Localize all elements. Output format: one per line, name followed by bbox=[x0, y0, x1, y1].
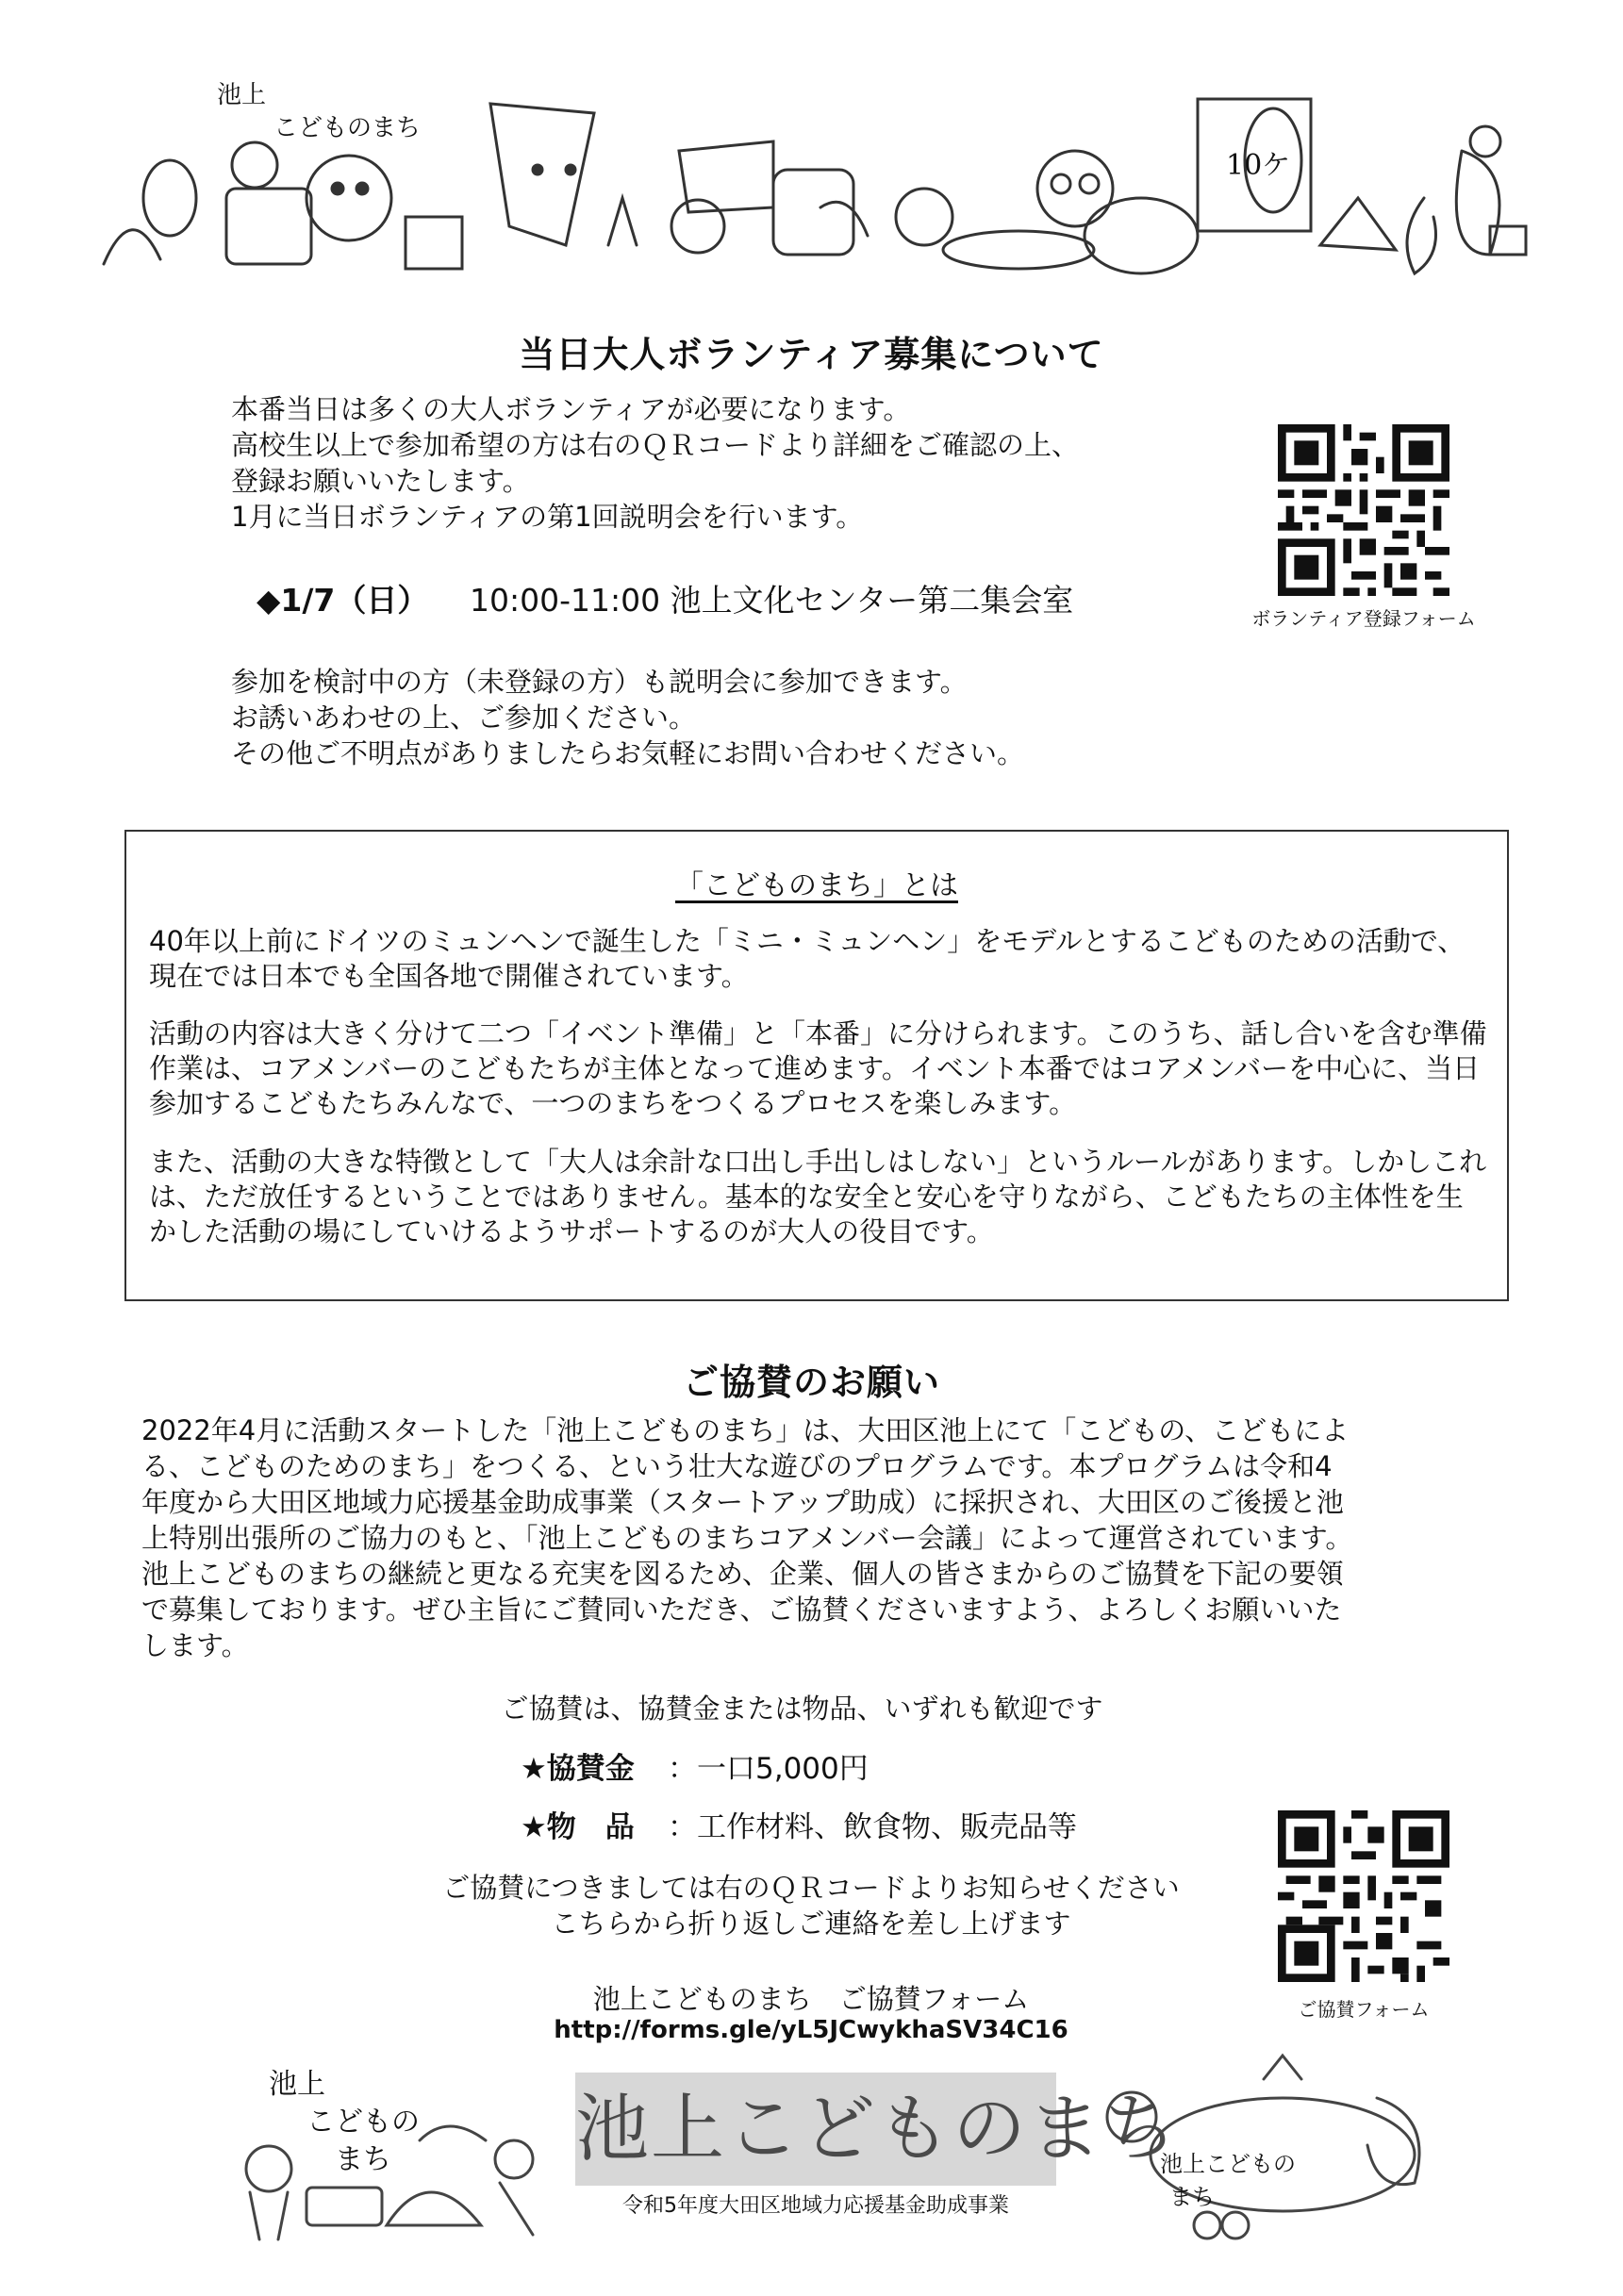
about-paragraph-2: 活動の内容は大きく分けて二つ「イベント準備」と「本番」に分けられます。このうち、話し合いを含む準備作業は、コアメンバーのこどもたちが主体となって進めます。イベント本番ではコアメンバーを中心に、当日参加するこどもたちみんなで、一つのまちをつくるプロセスを楽しみます。 bbox=[149, 1017, 1487, 1119]
sponsor-line-2: る、こどものためのまち」をつくる、という壮大な遊びのプログラムです。本プログラムは令和4 bbox=[141, 1450, 1333, 1482]
volunteer-line-2: 高校生以上で参加希望の方は右のＱＲコードより詳細をご確認の上、 bbox=[231, 429, 1080, 461]
about-paragraph-3: また、活動の大きな特徴として「大人は余計な口出し手出しはしない」というルールがあります。しかしこれは、ただ放任するということではありません。基本的な安全と安心を守りながら、こどもたちの主体性を生かした活動の場にしていけるようサポートするのが大人の役目です。 bbox=[149, 1146, 1487, 1247]
sponsor-form-url[interactable]: http://forms.gle/yL5JCwykhaSV34C16 bbox=[554, 2016, 1068, 2044]
about-paragraph-1: 40年以上前にドイツのミュンヘンで誕生した「ミニ・ミュンヘン」をモデルとするこどものための活動で、現在では日本でも全国各地で開催されています。 bbox=[149, 925, 1466, 992]
sponsor-line-1: 2022年4月に活動スタートした「池上こどものまち」は、大田区池上にて「こどもの、こどもによ bbox=[141, 1414, 1350, 1446]
sponsor-line-7: します。 bbox=[141, 1629, 249, 1661]
sponsor-welcome: ご協賛は、協賛金または物品、いずれも歓迎です bbox=[501, 1693, 1103, 1725]
sponsor-line-5: 池上こどものまちの継続と更なる充実を図るため、企業、個人の皆さまからのご協賛を下記の要領 bbox=[141, 1558, 1344, 1590]
sponsor-item1-label: ★協賛金 bbox=[521, 1752, 635, 1786]
volunteer-title: 当日大人ボランティア募集について bbox=[519, 334, 1104, 375]
footer-right-hand-2: まち bbox=[1169, 2184, 1215, 2210]
banner-doodle-text: 10ケ bbox=[1226, 149, 1291, 182]
footer-left-hand-3: まち bbox=[335, 2143, 391, 2176]
sponsor-line-3: 年度から大田区地域力応援基金助成事業（スタートアップ助成）に採択され、大田区のご後援と池 bbox=[141, 1486, 1344, 1518]
sponsor-qr-note-1: ご協賛につきましては右のＱＲコードよりお知らせください bbox=[442, 1872, 1180, 1904]
footer-right-illustration bbox=[1094, 2041, 1452, 2249]
footer-logo-text: 池上こどものまち bbox=[575, 2087, 1180, 2172]
volunteer-line-1: 本番当日は多くの大人ボランティアが必要になります。 bbox=[231, 393, 911, 425]
volunteer-after-line-3: その他ご不明点がありましたらお気軽にお問い合わせください。 bbox=[231, 737, 1025, 769]
volunteer-qr-caption: ボランティア登録フォーム bbox=[1251, 607, 1476, 630]
sponsor-title: ご協賛のお願い bbox=[682, 1362, 940, 1403]
sponsor-item2-value: ：工作材料、飲食物、販売品等 bbox=[668, 1810, 1077, 1844]
volunteer-qr-code[interactable] bbox=[1278, 424, 1449, 596]
footer-left-illustration bbox=[231, 2056, 561, 2244]
sponsor-item1-value: ：一口5,000円 bbox=[668, 1752, 869, 1786]
volunteer-after-line-1: 参加を検討中の方（未登録の方）も説明会に参加できます。 bbox=[231, 666, 968, 698]
volunteer-after-line-2: お誘いあわせの上、ご参加ください。 bbox=[231, 702, 697, 734]
sponsor-qr-code[interactable] bbox=[1278, 1810, 1449, 1982]
footer-subsidy: 令和5年度大田区地域力応援基金助成事業 bbox=[622, 2194, 1009, 2218]
footer-right-hand-1: 池上こどもの bbox=[1160, 2151, 1296, 2177]
banner-doodles bbox=[94, 57, 1528, 292]
sponsor-qr-note-2: こちらから折り返しご連絡を差し上げます bbox=[551, 1908, 1071, 1940]
footer-left-hand-2: こどもの bbox=[306, 2106, 420, 2139]
about-box bbox=[124, 830, 1509, 1301]
event-detail: 10:00-11:00 池上文化センター第二集会室 bbox=[470, 582, 1074, 619]
sponsor-item2-label: ★物 品 bbox=[521, 1810, 635, 1844]
banner-hand-title-1: 池上 bbox=[217, 81, 267, 109]
volunteer-line-4: 1月に当日ボランティアの第1回説明会を行います。 bbox=[231, 501, 864, 533]
qr-icon bbox=[1278, 1810, 1449, 1982]
sponsor-qr-caption: ご協賛フォーム bbox=[1298, 1998, 1430, 2021]
sponsor-line-6: で募集しております。ぜひ主旨にご賛同いただき、ご協賛くださいますよう、よろしくお願いいた bbox=[141, 1594, 1342, 1626]
banner-hand-title-2: こどものまち bbox=[273, 114, 422, 142]
sponsor-form-name: 池上こどものまち ご協賛フォーム bbox=[592, 1983, 1030, 2015]
volunteer-line-3: 登録お願いいたします。 bbox=[231, 465, 530, 497]
footer-logo bbox=[575, 2073, 1180, 2186]
qr-icon bbox=[1278, 424, 1449, 596]
event-date: ◆1/7（日） bbox=[257, 582, 429, 619]
top-banner-illustration bbox=[94, 57, 1528, 292]
about-title: 「こどものまち」とは bbox=[675, 869, 958, 902]
sponsor-line-4: 上特別出張所のご協力のもと、「池上こどものまちコアメンバー会議」によって運営されています。 bbox=[141, 1522, 1353, 1554]
footer-left-hand-1: 池上 bbox=[269, 2068, 325, 2101]
